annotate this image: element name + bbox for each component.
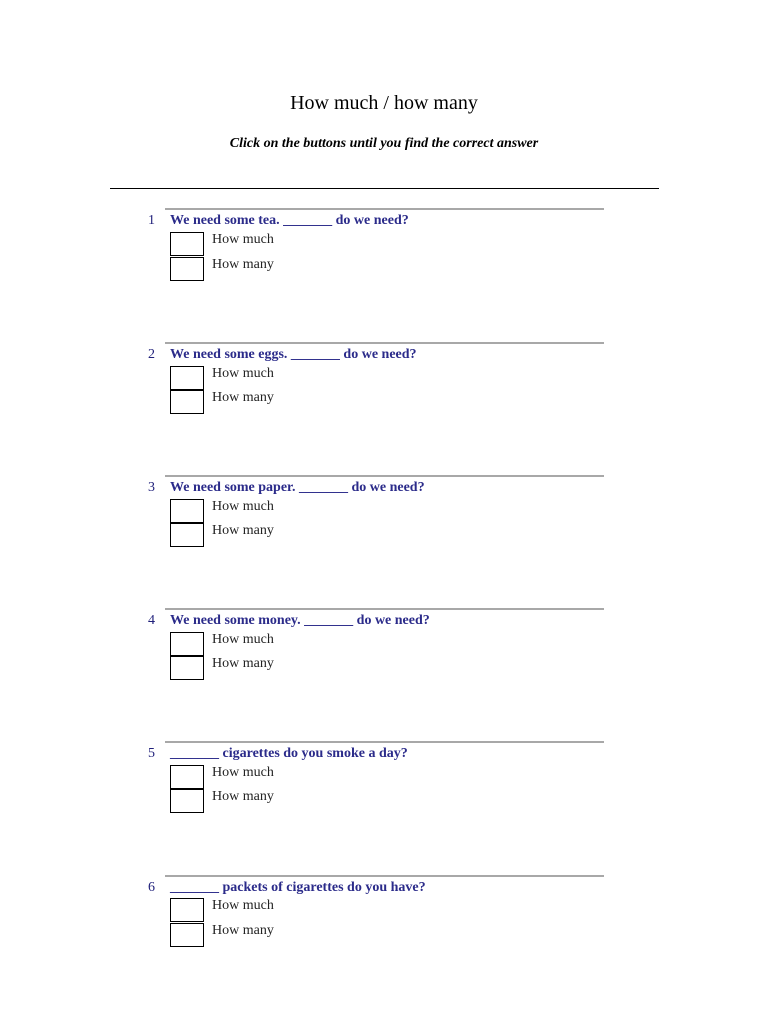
question-divider: [165, 608, 604, 610]
question-divider: [165, 741, 604, 743]
question-block: [140, 608, 610, 728]
question-number: 6: [148, 880, 155, 895]
question-block: [140, 208, 610, 328]
answer-button-how-many[interactable]: [170, 257, 370, 281]
answer-checkbox[interactable]: [170, 789, 204, 813]
question-number: 5: [148, 746, 155, 761]
question-block: [140, 741, 610, 861]
question-text: _______ cigarettes do you smoke a day?: [170, 746, 408, 761]
answer-label: How many: [212, 257, 274, 272]
answer-checkbox[interactable]: [170, 232, 204, 256]
answer-button-how-much[interactable]: [170, 232, 370, 256]
question-block: [140, 475, 610, 595]
answer-button-how-many[interactable]: [170, 390, 370, 414]
answer-checkbox[interactable]: [170, 257, 204, 281]
answer-label: How much: [212, 765, 274, 780]
answer-label: How many: [212, 523, 274, 538]
question-text: We need some eggs. _______ do we need?: [170, 347, 417, 362]
answer-checkbox[interactable]: [170, 390, 204, 414]
header-divider: [110, 188, 659, 189]
question-divider: [165, 875, 604, 877]
answer-button-how-much[interactable]: [170, 898, 370, 922]
question-divider: [165, 475, 604, 477]
answer-label: How much: [212, 632, 274, 647]
answer-button-how-much[interactable]: [170, 765, 370, 789]
question-number: 3: [148, 480, 155, 495]
question-number: 2: [148, 347, 155, 362]
question-divider: [165, 208, 604, 210]
question-divider: [165, 342, 604, 344]
answer-button-how-much[interactable]: [170, 366, 370, 390]
answer-button-how-many[interactable]: [170, 656, 370, 680]
answer-label: How much: [212, 898, 274, 913]
question-text: We need some money. _______ do we need?: [170, 613, 430, 628]
answer-label: How many: [212, 656, 274, 671]
question-number: 4: [148, 613, 155, 628]
answer-button-how-many[interactable]: [170, 789, 370, 813]
question-text: _______ packets of cigarettes do you have?: [170, 880, 426, 895]
question-text: We need some paper. _______ do we need?: [170, 480, 425, 495]
answer-button-how-many[interactable]: [170, 523, 370, 547]
question-block: [140, 875, 610, 995]
answer-checkbox[interactable]: [170, 366, 204, 390]
question-number: 1: [148, 213, 155, 228]
answer-label: How many: [212, 390, 274, 405]
answer-button-how-much[interactable]: [170, 499, 370, 523]
page-title: How much / how many: [290, 92, 478, 114]
answer-button-how-many[interactable]: [170, 923, 370, 947]
answer-label: How many: [212, 789, 274, 804]
question-block: [140, 342, 610, 462]
answer-label: How much: [212, 366, 274, 381]
answer-checkbox[interactable]: [170, 898, 204, 922]
question-text: We need some tea. _______ do we need?: [170, 213, 409, 228]
answer-checkbox[interactable]: [170, 499, 204, 523]
answer-checkbox[interactable]: [170, 656, 204, 680]
answer-checkbox[interactable]: [170, 523, 204, 547]
answer-label: How much: [212, 232, 274, 247]
answer-button-how-much[interactable]: [170, 632, 370, 656]
answer-label: How much: [212, 499, 274, 514]
answer-checkbox[interactable]: [170, 632, 204, 656]
answer-checkbox[interactable]: [170, 765, 204, 789]
page-instructions: Click on the buttons until you find the correct answer: [229, 136, 539, 151]
answer-label: How many: [212, 923, 274, 938]
answer-checkbox[interactable]: [170, 923, 204, 947]
